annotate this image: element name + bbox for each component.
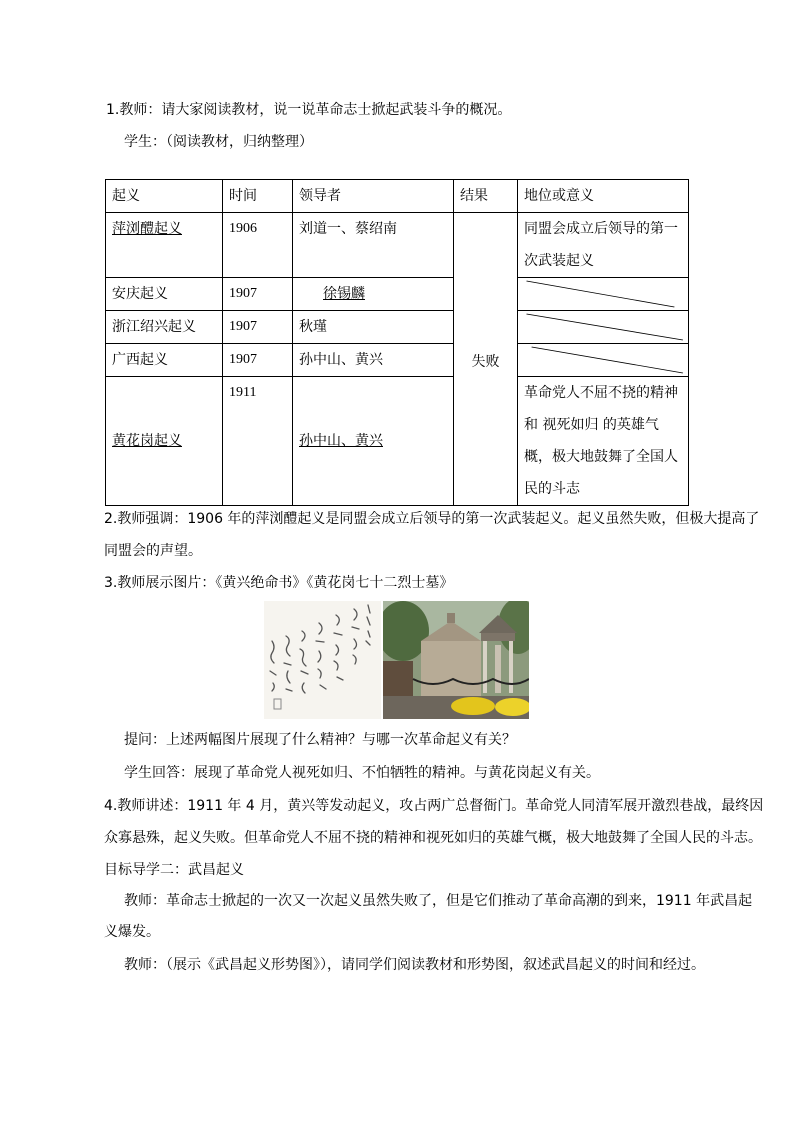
tomb-photo-icon — [383, 601, 529, 719]
row-leader — [293, 278, 454, 311]
row-leader: 刘道一、蔡绍南 — [293, 213, 454, 278]
paragraph-4-line-2: 众寡悬殊，起义失败。但革命党人不屈不挠的精神和视死如归的英雄气概，极大地鼓舞了全国人民的斗志。 — [104, 830, 762, 846]
table-row — [106, 213, 689, 278]
table-row — [106, 344, 689, 377]
row-name — [106, 377, 223, 506]
student-answer: 学生回答：展现了革命党人视死如归、不怕牺牲的精神。与黄花岗起义有关。 — [124, 765, 600, 781]
header-result: 结果 — [454, 180, 518, 213]
header-time: 时间 — [223, 180, 293, 213]
row-year: 1907 — [223, 311, 293, 344]
row-leader: 秋瑾 — [293, 311, 454, 344]
row-meaning: 革命党人不屈不挠的精神和 视死如归 的英雄气概，极大地鼓舞了全国人民的斗志 — [518, 377, 689, 506]
goal-heading-2: 目标导学二：武昌起义 — [104, 862, 244, 878]
row-name — [106, 213, 223, 278]
row-name: 广西起义 — [106, 344, 223, 377]
paragraph-2-line-2: 同盟会的声望。 — [104, 543, 202, 559]
row-year: 1907 — [223, 278, 293, 311]
leader-name: 孙中山、黄兴 — [299, 433, 383, 449]
row-year: 1907 — [223, 344, 293, 377]
calligraphy-icon — [264, 601, 381, 719]
row-leader — [293, 377, 454, 506]
row-meaning: 同盟会成立后领导的第一次武装起义 — [518, 213, 689, 278]
calligraphy-image — [264, 601, 381, 719]
intro-student: 学生：（阅读教材，归纳整理） — [124, 134, 313, 150]
header-leader: 领导者 — [293, 180, 454, 213]
intro-teacher: 1.教师：请大家阅读教材，说一说革命志士掀起武装斗争的概况。 — [106, 102, 512, 118]
table-row — [106, 377, 689, 506]
uprisings-table — [105, 179, 689, 506]
row-leader: 孙中山、黄兴 — [293, 344, 454, 377]
result-cell: 失败 — [454, 213, 518, 506]
header-meaning: 地位或意义 — [518, 180, 689, 213]
header-uprising: 起义 — [106, 180, 223, 213]
uprising-name: 萍浏醴起义 — [112, 221, 182, 237]
uprising-name: 黄花岗起义 — [112, 433, 182, 449]
paragraph-3: 3.教师展示图片：《黄兴绝命书》《黄花岗七十二烈士墓》 — [104, 575, 454, 591]
paragraph-5-line-1: 教师：革命志士掀起的一次又一次起义虽然失败了，但是它们推动了革命高潮的到来，1911 年武昌起 — [124, 893, 753, 909]
empty-meaning-cell — [518, 344, 689, 377]
empty-meaning-cell — [518, 278, 689, 311]
row-year: 1906 — [223, 213, 293, 278]
paragraph-4-line-1: 4.教师讲述：1911 年 4 月，黄兴等发动起义，攻占两广总督衙门。革命党人同清军展开激烈巷战，最终因 — [104, 798, 764, 814]
table-row — [106, 278, 689, 311]
table-header-row — [106, 180, 689, 213]
leader-name: 徐锡麟 — [323, 286, 365, 302]
question: 提问：上述两幅图片展现了什么精神？与哪一次革命起义有关？ — [124, 732, 516, 748]
martyrs-tomb-photo — [383, 601, 529, 719]
row-name: 浙江绍兴起义 — [106, 311, 223, 344]
paragraph-6: 教师：（展示《武昌起义形势图》），请同学们阅读教材和形势图，叙述武昌起义的时间和经过。 — [124, 957, 705, 973]
paragraph-2-line-1: 2.教师强调：1906 年的萍浏醴起义是同盟会成立后领导的第一次武装起义。起义虽然失败，但极大提高了 — [104, 511, 760, 527]
paragraph-5-line-2: 义爆发。 — [104, 924, 160, 940]
empty-meaning-cell — [518, 311, 689, 344]
table-row — [106, 311, 689, 344]
row-year: 1911 — [223, 377, 293, 506]
row-name: 安庆起义 — [106, 278, 223, 311]
